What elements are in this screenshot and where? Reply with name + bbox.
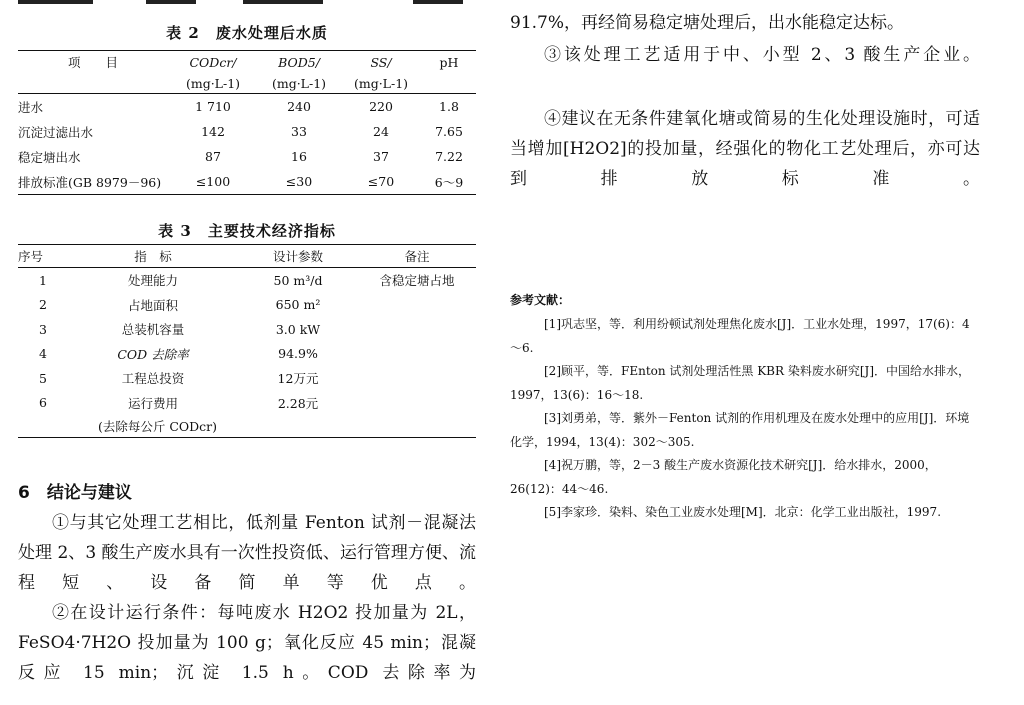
references-title: 参考文献： xyxy=(510,293,571,307)
table2-header-cell: pH xyxy=(439,54,459,70)
table2-cell: 6～9 xyxy=(434,174,464,190)
table2-cell: ≤30 xyxy=(285,174,313,189)
table2-cell: 87 xyxy=(205,149,221,164)
table3-cell: 3.0 kW xyxy=(275,321,321,337)
table2-cell: ≤100 xyxy=(195,174,231,189)
table3-cell: 6 xyxy=(39,395,47,411)
table-row xyxy=(18,317,476,342)
table2-cell: 进水 xyxy=(18,99,44,115)
table2-cell: 7.65 xyxy=(435,124,463,139)
table2-caption: 表 2 废水处理后水质 xyxy=(166,24,328,42)
table3-cell: 50 m³/d xyxy=(273,272,323,288)
table2-unit-cell xyxy=(422,73,476,94)
table-row xyxy=(18,366,476,391)
table2-cell: 33 xyxy=(291,124,307,139)
table2-cell: 240 xyxy=(287,99,311,114)
table2-unit-cell: (mg·L-1) xyxy=(185,75,241,91)
table3-header-cell: 序号 xyxy=(18,249,44,264)
table3-cell xyxy=(358,366,476,391)
table3-footnote: (去除每公斤 CODcr) xyxy=(98,419,218,434)
table2-cell: 37 xyxy=(373,149,389,164)
table2-cell: 1 710 xyxy=(195,99,231,114)
table-row xyxy=(18,342,476,367)
reference-item: [2]顾平，等．FEnton 试剂处理活性黑 KBR 染料废水研究[J]．中国给水排水，1997，13(6)：16～18. xyxy=(510,364,971,402)
table-row xyxy=(18,94,476,120)
table3-cell xyxy=(358,342,476,367)
table-row xyxy=(18,293,476,318)
table3-cell: 总装机容量 xyxy=(121,322,185,338)
table2-cell: 沉淀过滤出水 xyxy=(18,124,94,140)
conclusion-paragraph-3: ③该处理工艺适用于中、小型 2、3 酸生产企业。 xyxy=(544,45,980,65)
table2-cell: 24 xyxy=(373,124,389,139)
reference-item: [4]祝万鹏，等，2－3 酸生产废水资源化技术研究[J]．给水排水，2000，26(12)：44～46. xyxy=(510,458,937,496)
table3-cell: 处理能力 xyxy=(127,273,178,289)
table2-unit-cell: (mg·L-1) xyxy=(271,75,327,91)
table2-cell: 142 xyxy=(201,124,225,139)
table2-header-cell: BOD5/ xyxy=(278,54,320,70)
cropped-top-rule xyxy=(18,0,476,4)
table-row xyxy=(18,391,476,416)
section-heading: 6 结论与建议 xyxy=(18,483,132,503)
table3-cell: 工程总投资 xyxy=(121,371,185,387)
table3-cell: COD 去除率 xyxy=(117,346,189,362)
table-row xyxy=(18,144,476,169)
table3-cell: 2.28元 xyxy=(277,395,319,411)
table2-unit-cell xyxy=(18,73,168,94)
table2 xyxy=(18,50,476,195)
table3-cell: 3 xyxy=(39,321,47,337)
table2-unit-cell: (mg·L-1) xyxy=(353,75,409,91)
table3-footnote-row xyxy=(18,415,476,438)
table3-cell: 94.9% xyxy=(278,346,318,362)
table3 xyxy=(18,244,476,438)
table3-header-cell: 备注 xyxy=(404,249,430,264)
table3-header-cell: 指 标 xyxy=(134,249,172,264)
table2-header-cell: 项 目 xyxy=(67,55,118,70)
table3-cell: 含稳定塘占地 xyxy=(379,273,455,289)
table3-header-row xyxy=(18,245,476,268)
table3-header-cell: 设计参数 xyxy=(272,249,323,264)
table2-header-cell: CODcr/ xyxy=(189,54,237,70)
table2-units-row xyxy=(18,73,476,94)
table2-cell: ≤70 xyxy=(367,174,395,189)
conclusion-paragraph-2: ②在设计运行条件：每吨废水 H2O2 投加量为 2L，FeSO4·7H2O 投加量为 100 g；氧化反应 45 min；混凝反应 15 min；沉淀 1.5 h。COD 去除率为 xyxy=(18,603,476,683)
table2-cell: 1.8 xyxy=(439,99,459,114)
table3-caption: 表 3 主要技术经济指标 xyxy=(158,222,336,240)
table-row xyxy=(18,169,476,195)
table3-cell xyxy=(358,293,476,318)
table2-cell: 16 xyxy=(291,149,307,164)
table3-cell: 占地面积 xyxy=(127,297,178,313)
table2-header-row xyxy=(18,51,476,74)
conclusion-paragraph-4: ④建议在无条件建氧化塘或简易的生化处理设施时，可适当增加[H2O2]的投加量，经强化的物化工艺处理后，亦可达到排放标准。 xyxy=(510,109,980,189)
table3-cell: 5 xyxy=(39,370,47,386)
table3-cell: 650 m² xyxy=(275,297,321,313)
table2-cell: 220 xyxy=(369,99,393,114)
reference-item: [5]李家珍．染料、染色工业废水处理[M]．北京：化学工业出版社，1997. xyxy=(544,505,942,519)
reference-item: [1]巩志坚，等．利用纷顿试剂处理焦化废水[J]．工业水处理，1997，17(6)：4～6. xyxy=(510,317,970,355)
table3-cell xyxy=(358,317,476,342)
paragraph-continuation: 91.7%，再经简易稳定塘处理后，出水能稳定达标。 xyxy=(510,13,905,33)
table3-cell: 运行费用 xyxy=(127,395,178,411)
table2-cell: 7.22 xyxy=(435,149,463,164)
table-row xyxy=(18,268,476,293)
table2-header-cell: SS/ xyxy=(370,54,392,70)
conclusion-paragraph-1: ①与其它处理工艺相比，低剂量 Fenton 试剂－混凝法处理 2、3 酸生产废水具有一次性投资低、运行管理方便、流程短、设备简单等优点。 xyxy=(18,513,476,593)
table3-cell: 4 xyxy=(39,346,47,362)
references-list xyxy=(510,313,975,525)
table3-cell: 1 xyxy=(39,272,47,288)
table2-cell: 稳定塘出水 xyxy=(18,149,81,165)
reference-item: [3]刘勇弟，等．紫外－Fenton 试剂的作用机理及在废水处理中的应用[J]．环境化学，1994，13(4)：302～305. xyxy=(510,411,970,449)
table3-cell: 2 xyxy=(39,297,47,313)
table3-cell xyxy=(358,391,476,416)
table2-cell: 排放标准(GB 8979－96) xyxy=(18,174,162,190)
table-row xyxy=(18,119,476,144)
table3-cell: 12万元 xyxy=(277,371,319,387)
